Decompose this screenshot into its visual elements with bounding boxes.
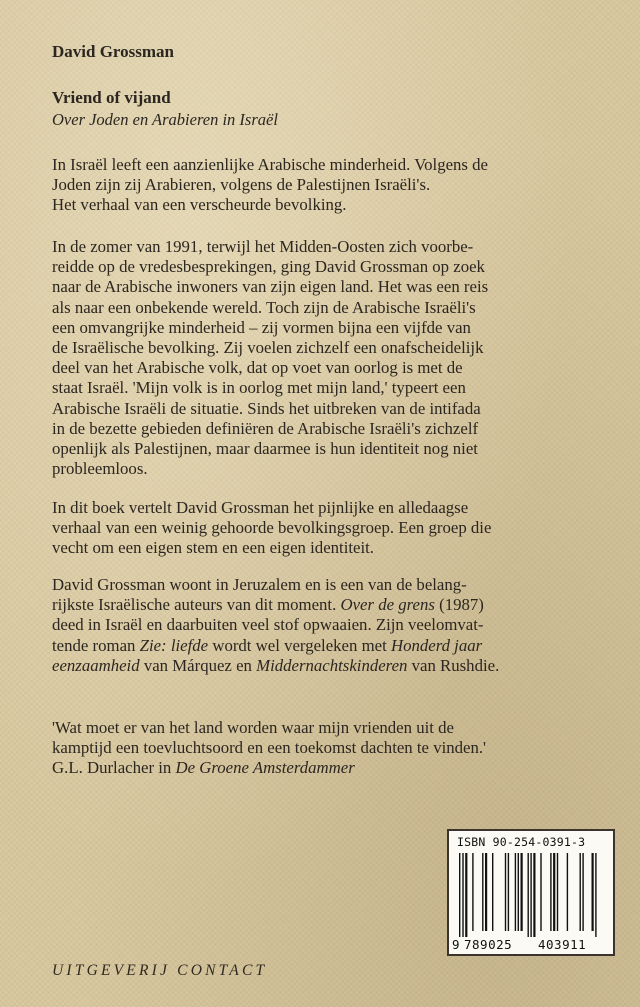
text-line: de Israëlische bevolking. Zij voelen zichzelf een onafscheidelijk — [52, 338, 484, 358]
text-line: reidde op de vredesbesprekingen, ging David Grossman op zoek — [52, 257, 485, 277]
text-line: naar de Arabische inwoners van zijn eigen land. Het was een reis — [52, 277, 489, 297]
text-line: deel van het Arabische volk, dat op voet van oorlog is met de — [52, 358, 463, 378]
publication-name: De Groene Amsterdammer — [175, 758, 355, 778]
text-line: staat Israël. 'Mijn volk is in oorlog met mijn land,' typeert een — [52, 378, 466, 398]
text-line: vecht om een eigen stem en een eigen identiteit. — [52, 538, 374, 558]
text-line: een omvangrijke minderheid – zij vormen bijna een vijfde van — [52, 317, 471, 337]
text-segment: van Rushdie. — [407, 655, 500, 675]
ean-first-digit: 9 — [452, 937, 460, 952]
intro-paragraph — [52, 155, 604, 216]
text-line: Het verhaal van een verscheurde bevolking. — [52, 195, 347, 215]
text-line — [52, 636, 604, 656]
text-line: kamptijd een toevluchtsoord en een toekomst dachten te vinden.' — [52, 738, 487, 758]
book-title-reference: Honderd jaar — [390, 635, 483, 655]
book-description-paragraph — [52, 498, 604, 559]
summary-paragraph — [52, 237, 604, 479]
text-segment: rijkste Israëlische auteurs van dit moment. — [52, 595, 341, 615]
author-bio-paragraph — [52, 575, 604, 676]
review-quote — [52, 718, 604, 779]
publisher-name: UITGEVERIJ CONTACT — [52, 962, 268, 979]
book-title-reference: eenzaamheid — [52, 655, 140, 675]
text-segment: (1987) — [434, 595, 484, 615]
text-line: In de zomer van 1991, terwijl het Midden-Oosten zich voorbe- — [52, 237, 474, 256]
text-line: Arabische Israëli de situatie. Sinds het uitbreken van de intifada — [52, 398, 481, 418]
ean-left-group: 789025 — [464, 937, 513, 952]
book-title: Vriend of vijand — [52, 88, 171, 107]
text-segment: wordt wel vergeleken met — [208, 635, 391, 655]
author-name: David Grossman — [52, 42, 175, 61]
text-line — [52, 656, 604, 676]
book-title-reference: Zie: liefde — [139, 635, 209, 655]
ean-right-group: 403911 — [538, 937, 587, 952]
book-subtitle: Over Joden en Arabieren in Israël — [52, 110, 278, 129]
text-line: in de bezette gebieden definiëren de Arabische Israëli's zichzelf — [52, 418, 479, 438]
text-line: 'Wat moet er van het land worden waar mijn vrienden uit de — [52, 718, 454, 737]
text-line: verhaal van een weinig gehoorde bevolkingsgroep. Een groep die — [52, 518, 492, 538]
text-line: openlijk als Palestijnen, maar daarmee is hun identiteit nog niet — [52, 439, 478, 459]
text-line: David Grossman woont in Jeruzalem en is een van de belang- — [52, 575, 467, 594]
text-line: In Israël leeft een aanzienlijke Arabische minderheid. Volgens de — [52, 155, 488, 174]
text-line: probleemloos. — [52, 459, 148, 479]
text-segment: van Márquez en — [139, 655, 257, 675]
book-title-reference: Middernachtskinderen — [256, 655, 408, 675]
isbn-barcode-label — [447, 829, 615, 956]
book-title-reference: Over de grens — [340, 595, 435, 615]
text-line: In dit boek vertelt David Grossman het pijnlijke en alledaagse — [52, 498, 469, 517]
text-segment: G.L. Durlacher in — [52, 758, 176, 778]
text-line: Joden zijn zij Arabieren, volgens de Palestijnen Israëli's. — [52, 175, 431, 195]
isbn-number: ISBN 90-254-0391-3 — [457, 835, 586, 849]
text-line — [52, 595, 604, 615]
text-line: deed in Israël en daarbuiten veel stof opwaaien. Zijn veelomvat- — [52, 615, 484, 635]
text-segment: tende roman — [52, 635, 140, 655]
barcode-icon — [459, 853, 605, 937]
quote-attribution — [52, 758, 604, 778]
text-line: als naar een onbekende wereld. Toch zijn de Arabische Israëli's — [52, 297, 476, 317]
